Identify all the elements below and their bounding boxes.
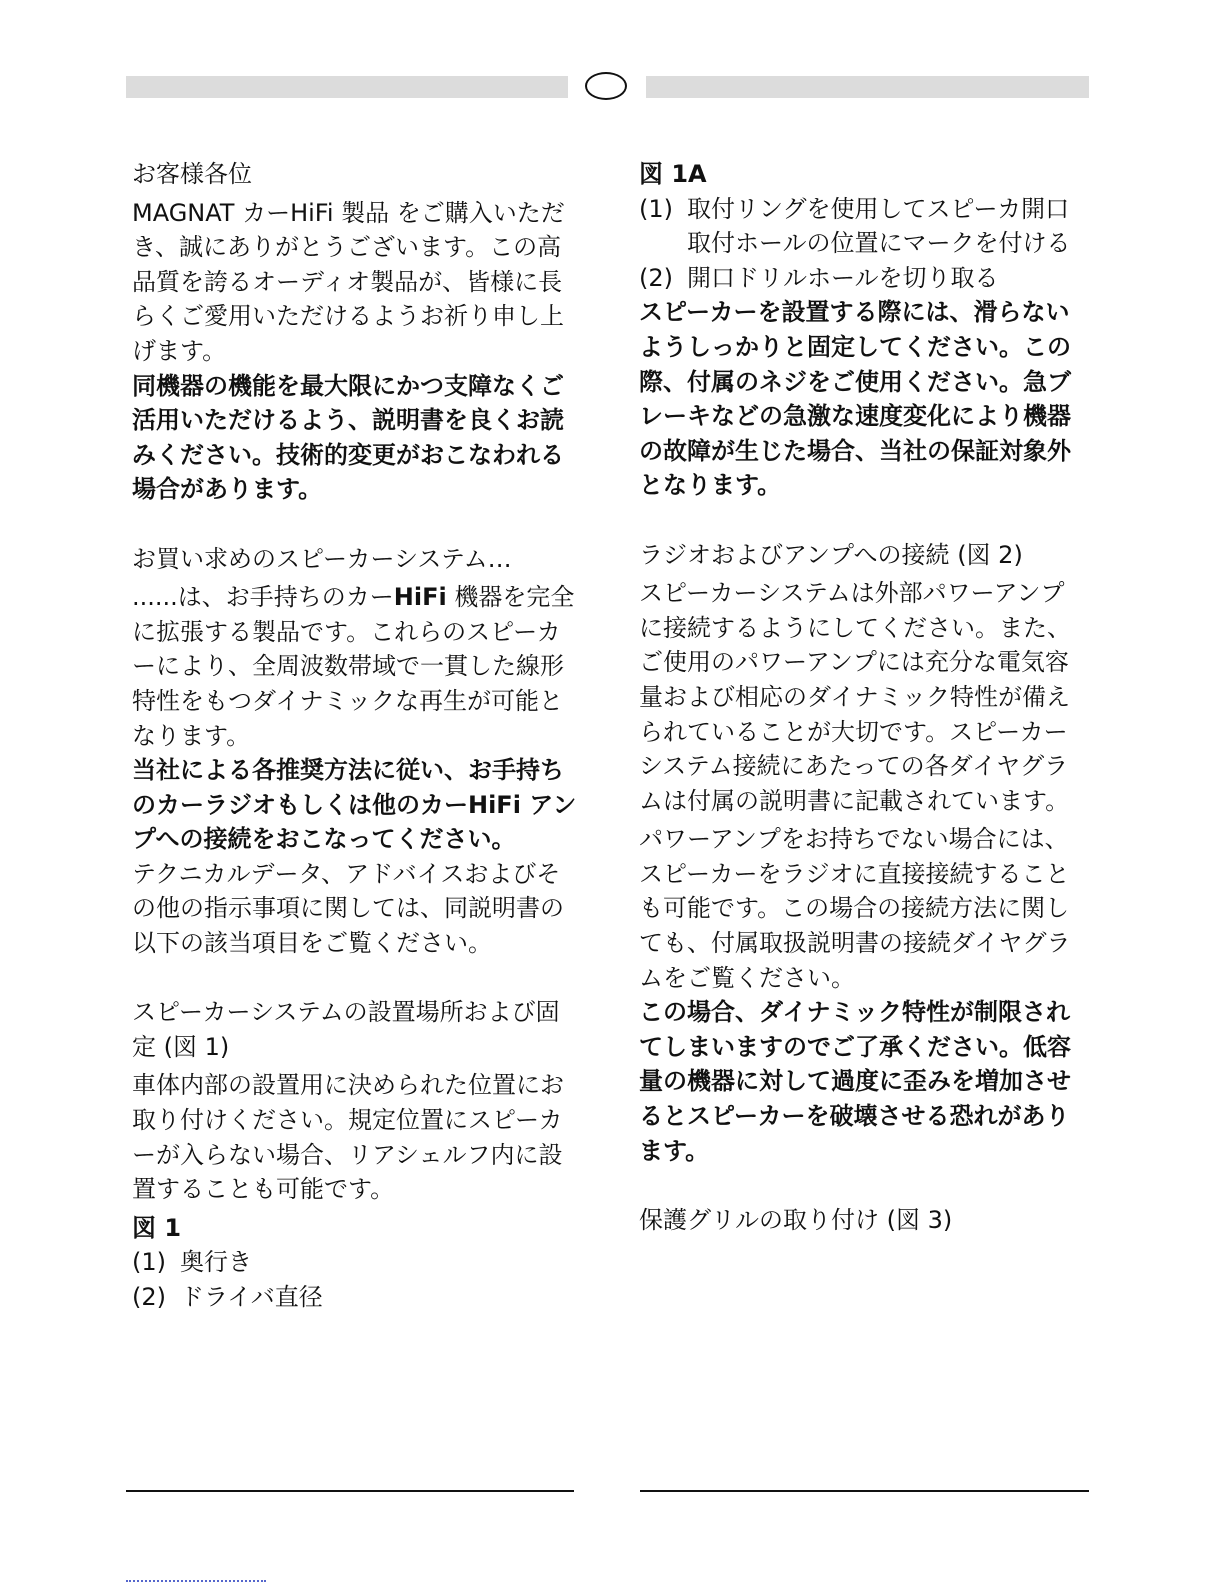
connect-text-1: スピーカーシステムは外部パワーアンプに接続するようにしてください。また、ご使用のパワーアンプには充分な電気容量および相応のダイナミック特性が備えられていることが大切です。スピーカーシステム接続にあたっての各ダイヤグラムは付属の説明書に記載されています。 <box>639 579 1071 815</box>
right-column <box>639 157 1084 1237</box>
system-bold-text: 当社による各推奨方法に従い、お手持ちのカーラジオもしくは他のカーHiFi アンプへの接続をおこなってください。 <box>132 756 577 854</box>
grill-heading: 保護グリルの取り付け (図 3) <box>639 1205 953 1234</box>
bottom-dotted-line <box>126 1580 266 1582</box>
fig1a-label: 図 1A <box>639 160 707 188</box>
language-badge-icon <box>585 72 627 100</box>
fig1-item: (2) ドライバ直径 <box>132 1283 323 1311</box>
header-bar-right <box>646 76 1089 98</box>
header-bar-left <box>126 76 568 98</box>
fig1a-item: (1) 取付リングを使用してスピーカ開口取付ホールの位置にマークを付ける <box>639 194 1071 258</box>
system-heading: お買い求めのスピーカーシステム… <box>132 544 512 573</box>
intro-text: MAGNAT カーHiFi 製品 をご購入いただき、誠にありがとうございます。この高品質を誇るオーディオ製品が、皆様に長らくご愛用いただけるようお祈り申し上げます。 <box>132 198 565 365</box>
fig1-item: (1) 奥行き <box>132 1248 252 1277</box>
intro-bold-text: 同機器の機能を最大限にかつ支障なくご活用いただけるよう、説明書を良くお読みください。技術的変更がおこなわれる場合があります。 <box>132 371 564 504</box>
footer-rule-right <box>640 1490 1089 1492</box>
mounting-text: 車体内部の設置用に決められた位置にお取り付けください。規定位置にスピーカーが入らない場合、リアシェルフ内に設置することも可能です。 <box>132 1071 564 1204</box>
footer-rule-left <box>126 1490 574 1492</box>
fig1-label: 図 1 <box>132 1213 182 1242</box>
mounting-heading: スピーカーシステムの設置場所および固定 (図 1) <box>132 998 560 1061</box>
left-column <box>132 157 577 1315</box>
connect-bold-text: この場合、ダイナミック特性が制限されてしまいますのでご了承ください。低容量の機器に対して過度に歪みを増加させるとスピーカーを破壊させる恐れがあります。 <box>639 998 1071 1165</box>
connect-heading: ラジオおよびアンプへの接続 (図 2) <box>639 540 1023 569</box>
greeting: お客様各位 <box>132 160 252 188</box>
install-bold-text: スピーカーを設置する際には、滑らないようしっかりと固定してください。この際、付属のネジをご使用ください。急ブレーキなどの急激な速度変化により機器の故障が生じた場合、当社の保証対象外となります。 <box>639 298 1071 500</box>
connect-text-2: パワーアンプをお持ちでない場合には、スピーカーをラジオに直接接続することも可能です。この場合の接続方法に関しても、付属取扱説明書の接続ダイヤグラムをご覧ください。 <box>639 825 1071 992</box>
fig1a-item: (2) 開口ドリルホールを切り取る <box>639 263 999 292</box>
system-text: ......は、お手持ちのカーHiFi 機器を完全に拡張する製品です。これらのスピーカーにより、全周波数帯域で一貫した線形特性をもつダイナミックな再生が可能となります。 <box>132 583 575 750</box>
system-text-advice: テクニカルデータ、アドバイスおよびその他の指示事項に関しては、同説明書の以下の該当項目をご覧ください。 <box>132 859 564 958</box>
